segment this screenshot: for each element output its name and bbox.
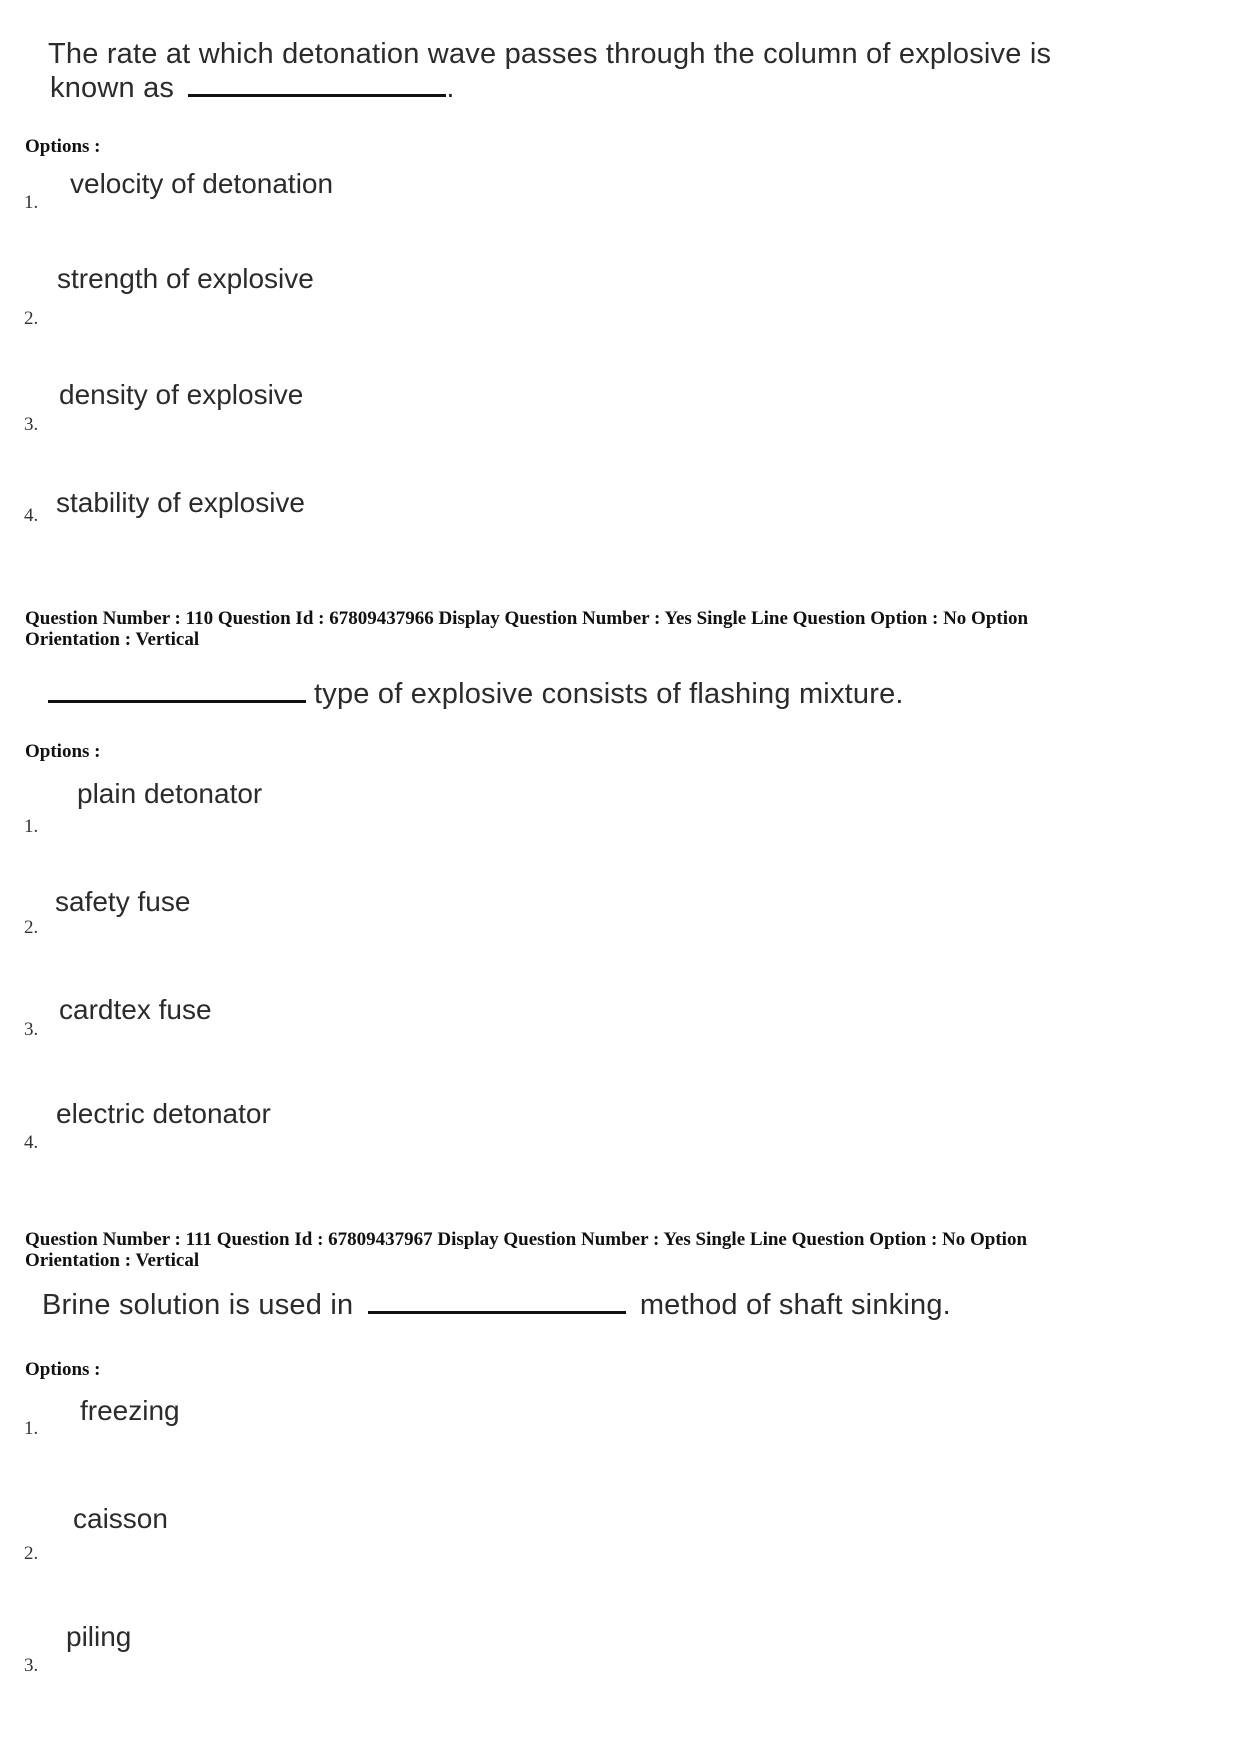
question-109-text-line2 xyxy=(50,72,455,105)
question-meta-line: Orientation : Vertical xyxy=(25,629,200,650)
option-text: piling xyxy=(66,1621,132,1652)
question-111-text-pre: Brine solution is used in xyxy=(42,1289,354,1321)
question-110-meta xyxy=(25,608,1225,650)
question-111-meta xyxy=(25,1229,1225,1271)
option-text: strength of explosive xyxy=(57,263,314,294)
option-number: 3. xyxy=(24,1655,39,1676)
option-text: plain detonator xyxy=(77,778,263,809)
option-text: caisson xyxy=(73,1503,168,1534)
question-111-text-post: method of shaft sinking. xyxy=(639,1289,951,1321)
option-number: 4. xyxy=(24,1132,39,1153)
option-number: 3. xyxy=(24,414,39,435)
option-number: 4. xyxy=(24,505,39,526)
options-label: Options : xyxy=(25,136,101,157)
question-109-text-pre: known as xyxy=(50,72,175,104)
answer-blank xyxy=(188,93,446,97)
answer-blank xyxy=(368,1310,626,1314)
question-111-text xyxy=(42,1289,951,1322)
question-meta-line: Question Number : 110 Question Id : 67809437966 Display Question Number : Yes Single Line Question Option : No Option xyxy=(25,608,1029,629)
question-109-text-post: . xyxy=(446,72,455,104)
question-meta-line: Question Number : 111 Question Id : 67809437967 Display Question Number : Yes Single Line Question Option : No Option xyxy=(25,1229,1028,1250)
option-number: 2. xyxy=(24,917,39,938)
option-text: safety fuse xyxy=(55,886,191,917)
option-text: electric detonator xyxy=(56,1098,271,1129)
question-109-text-line1: The rate at which detonation wave passes through the column of explosive is xyxy=(48,38,1052,70)
question-meta-line: Orientation : Vertical xyxy=(25,1250,200,1271)
question-110-text-post: type of explosive consists of flashing mixture. xyxy=(314,678,904,710)
option-number: 1. xyxy=(24,192,39,213)
option-number: 3. xyxy=(24,1019,39,1040)
options-label: Options : xyxy=(25,741,101,762)
question-110-text xyxy=(48,678,904,711)
answer-blank xyxy=(48,699,306,703)
option-text: freezing xyxy=(80,1395,180,1426)
option-number: 1. xyxy=(24,816,39,837)
options-label: Options : xyxy=(25,1359,101,1380)
option-text: velocity of detonation xyxy=(70,168,334,199)
option-text: stability of explosive xyxy=(56,487,306,518)
option-number: 1. xyxy=(24,1418,39,1439)
option-number: 2. xyxy=(24,308,39,329)
option-number: 2. xyxy=(24,1543,39,1564)
option-text: cardtex fuse xyxy=(59,994,212,1025)
option-text: density of explosive xyxy=(59,379,304,410)
